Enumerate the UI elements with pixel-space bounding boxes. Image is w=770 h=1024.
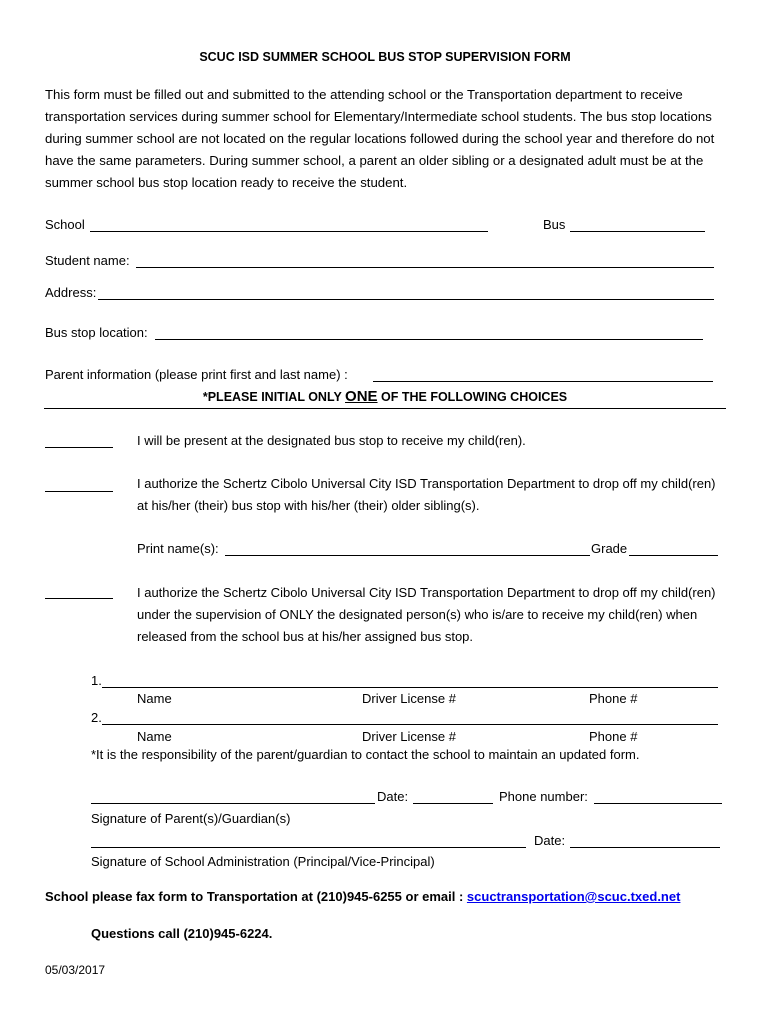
print-names-field[interactable]: [225, 555, 590, 556]
person-1-field[interactable]: [102, 687, 718, 688]
parent-info-field[interactable]: [373, 381, 713, 382]
address-label: Address:: [45, 285, 97, 300]
bus-label: Bus: [543, 217, 566, 232]
person-1-phone-caption: Phone #: [589, 691, 638, 706]
choice-3-text: I authorize the Schertz Cibolo Universal City ISD Transportation Department to drop off my child(ren) under the supervision of ONLY the designated person(s) who is/are to receive my child(ren) when released from the school bus at his/her assigned bus stop.: [137, 585, 716, 644]
email-link[interactable]: scuctransportation@scuc.txed.net: [466, 889, 681, 904]
intro-paragraph: This form must be filled out and submitted to the attending school or the Transportation department to receive transportation services during summer school for Elementary/Intermediate school students. The bus stop locations during summer school are not located on the regular locations followed during the school year and therefore do not have the same parameters. During summer school, a parent an older sibling or a designated adult must be at the summer school bus stop location ready to receive the student.: [45, 87, 715, 190]
page-title: SCUC ISD SUMMER SCHOOL BUS STOP SUPERVISION FORM: [199, 50, 571, 64]
parent-signature-label: Signature of Parent(s)/Guardian(s): [91, 811, 291, 826]
questions-line: Questions call (210)945-6224.: [91, 926, 273, 941]
admin-date-field[interactable]: [570, 847, 720, 848]
instruction-emphasis: ONE: [345, 388, 378, 405]
person-2-phone-caption: Phone #: [589, 729, 638, 744]
bus-stop-field[interactable]: [155, 339, 703, 340]
person-2-field[interactable]: [102, 724, 718, 725]
person-1-name-caption: Name: [137, 691, 172, 706]
print-names-label: Print name(s):: [137, 541, 219, 556]
person-1-number: 1.: [91, 673, 102, 688]
school-label: School: [45, 217, 85, 232]
parent-date-label: Date:: [377, 789, 409, 804]
parent-date-field[interactable]: [413, 803, 493, 804]
fax-text: School please fax form to Transportation at (210)945-6255 or email :: [45, 889, 467, 904]
person-2-license-caption: Driver License #: [362, 729, 456, 744]
school-field[interactable]: [90, 231, 488, 232]
parent-info-label: Parent information (please print first and last name) :: [45, 367, 348, 382]
form-date: 05/03/2017: [45, 963, 106, 977]
instruction-after: OF THE FOLLOWING CHOICES: [377, 390, 568, 404]
responsibility-note: *It is the responsibility of the parent/guardian to contact the school to maintain an updated form.: [91, 747, 640, 762]
instruction-before: *PLEASE INITIAL ONLY: [202, 390, 346, 404]
grade-field[interactable]: [629, 555, 718, 556]
grade-label: Grade: [591, 541, 628, 556]
section-divider: [44, 408, 726, 409]
initial-field-1[interactable]: [45, 447, 113, 448]
admin-date-label: Date:: [534, 833, 566, 848]
initial-instruction: [0, 388, 770, 405]
fax-instruction: [45, 889, 680, 904]
admin-signature-field[interactable]: [91, 847, 526, 848]
choice-2-text: I authorize the Schertz Cibolo Universal City ISD Transportation Department to drop off my child(ren) at his/her (their) bus stop with his/her (their) older sibling(s).: [137, 476, 716, 513]
admin-signature-label: Signature of School Administration (Principal/Vice-Principal): [91, 854, 435, 869]
person-2-name-caption: Name: [137, 729, 172, 744]
person-1-license-caption: Driver License #: [362, 691, 456, 706]
bus-stop-label: Bus stop location:: [45, 325, 148, 340]
person-2-number: 2.: [91, 710, 102, 725]
initial-field-2[interactable]: [45, 491, 113, 492]
choice-1-text: I will be present at the designated bus stop to receive my child(ren).: [137, 433, 526, 448]
student-name-field[interactable]: [136, 267, 714, 268]
parent-signature-field[interactable]: [91, 803, 375, 804]
phone-number-field[interactable]: [594, 803, 722, 804]
bus-field[interactable]: [570, 231, 705, 232]
student-name-label: Student name:: [45, 253, 130, 268]
address-field[interactable]: [98, 299, 714, 300]
initial-field-3[interactable]: [45, 598, 113, 599]
phone-number-label: Phone number:: [499, 789, 588, 804]
